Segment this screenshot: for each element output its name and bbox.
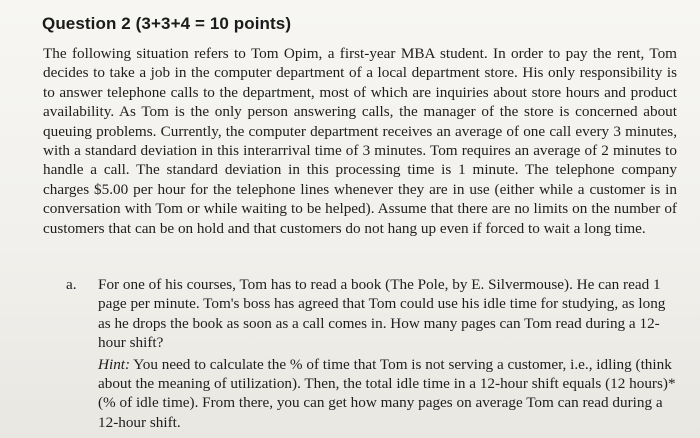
hint-label: Hint: bbox=[98, 355, 131, 373]
question-title: Question 2 (3+3+4 = 10 points) bbox=[42, 14, 292, 33]
part-a-question: For one of his courses, Tom has to read a book (The Pole, by E. Silvermouse). He can read 1 page per minute. Tom's boss has agreed that Tom could use his idle time for studying, as long as he drops the book as soon as a call comes in. How many pages can Tom read during a 12-hour shift? bbox=[98, 276, 666, 352]
part-a-marker: a. bbox=[66, 276, 77, 293]
part-a-content bbox=[98, 275, 676, 432]
part-a-item bbox=[66, 275, 676, 432]
part-a-hint bbox=[98, 355, 676, 433]
hint-text: You need to calculate the % of time that Tom is not serving a customer, i.e., idling (think about the meaning of utilization). Then, the total idle time in a 12-hour shift equals (12 hours)*(% of idle time). From there, you can get how many pages on average Tom can read during a 12-hour shift. bbox=[98, 355, 676, 431]
question-intro-paragraph: The following situation refers to Tom Opim, a first-year MBA student. In order to pay the rent, Tom decides to take a job in the computer department of a local department store. His only responsibility is to answer telephone calls to the department, most of which are inquiries about store hours and product availability. As Tom is the only person answering calls, the manager of the store is concerned about queuing problems. Currently, the computer department receives an average of one call every 3 minutes, with a standard deviation in this interarrival time of 3 minutes. Tom requires an average of 2 minutes to handle a call. The standard deviation in this processing time is 1 minute. The telephone company charges $5.00 per hour for the telephone lines whenever they are in use (either while a customer is in conversation with Tom or while waiting to be helped). Assume that there are no limits on the number of customers that can be on hold and that customers do not hang up even if forced to wait a long time. bbox=[43, 45, 677, 237]
